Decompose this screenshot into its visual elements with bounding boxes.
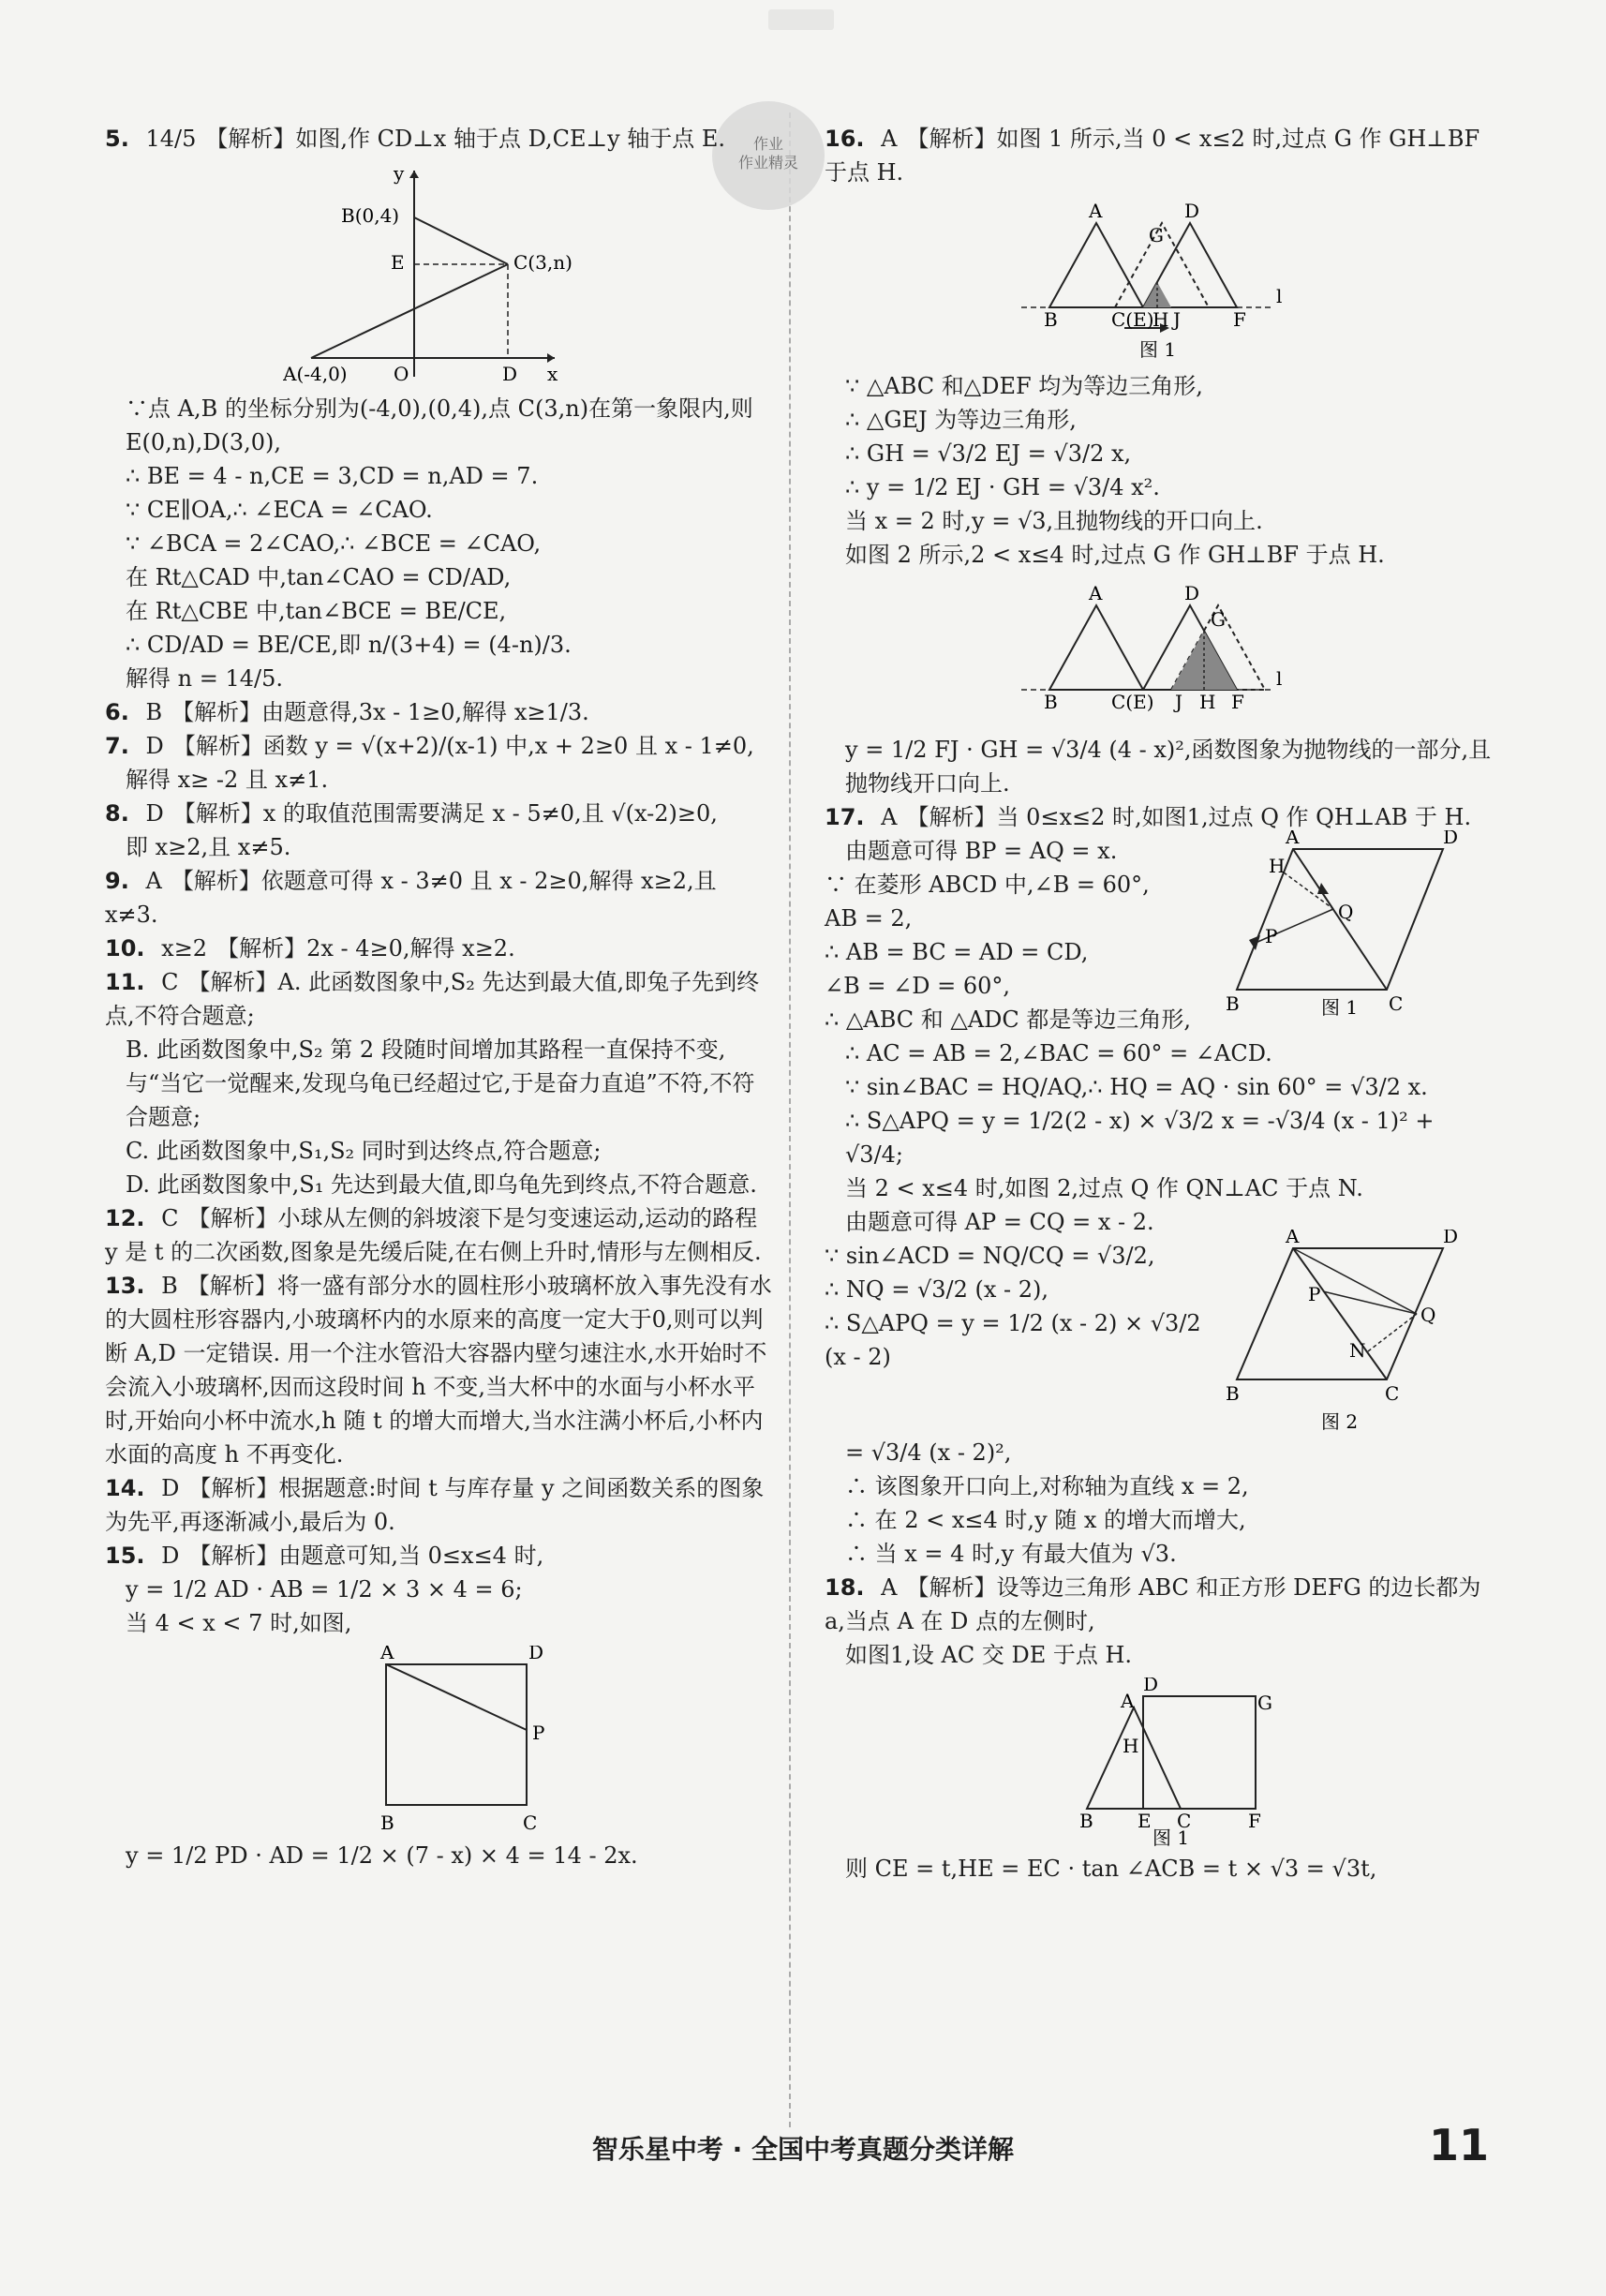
solution-line: y = 1/2 FJ · GH = √3/4 (4 - x)²,函数图象为抛物线的一部分,且抛物线开口向上. [845, 737, 1492, 797]
solution-line: 如图 2 所示,2 < x≤4 时,过点 G 作 GH⊥BF 于点 H. [845, 542, 1385, 568]
solution-line: ∴ CD/AD = BE/CE,即 n/(3+4) = (4-n)/3. [126, 632, 572, 658]
figure-label: A [1121, 1690, 1135, 1712]
solution-line: ∵ CE∥OA,∴ ∠ECA = ∠CAO. [126, 497, 433, 523]
figure-label: E [1138, 1810, 1152, 1832]
figure-square-triangle [1049, 1677, 1293, 1846]
solution-line: ∵ △ABC 和△DEF 均为等边三角形, [845, 373, 1203, 399]
figure-label: G [1149, 224, 1164, 246]
figure-label: H [1199, 691, 1216, 713]
question-number: 15. [105, 1543, 145, 1569]
solution-line: 当 x = 2 时,y = √3,且抛物线的开口向上. [845, 508, 1263, 534]
question-number: 16. [825, 126, 865, 152]
solution-line: C. 此函数图象中,S₁,S₂ 同时到达终点,符合题意; [126, 1138, 602, 1164]
figure-label: B [380, 1811, 394, 1833]
question-answer: A [881, 126, 898, 152]
figure-label: F [1233, 308, 1246, 331]
solution-text: 【解析】依题意可得 x - 3≠0 且 x - 2≥0,解得 x≥2,且 x≠3. [105, 868, 717, 928]
solution-line: ∴ AB = BC = AD = CD, [825, 939, 1089, 965]
figure-label: A [1089, 582, 1103, 604]
figure-triangles-2 [1021, 577, 1302, 727]
figure-label: J [1175, 691, 1183, 713]
solution-text: 【解析】当 0≤x≤2 时,如图1,过点 Q 作 QH⊥AB 于 H. [906, 804, 1472, 830]
figure-label: B [1044, 308, 1058, 331]
question-number: 8. [105, 800, 129, 827]
solution-line: 如图1,设 AC 交 DE 于点 H. [845, 1642, 1133, 1668]
stamp-line: 作业 [752, 135, 783, 153]
figure-label: D [502, 363, 518, 385]
solution-text: 【解析】函数 y = √(x+2)/(x-1) 中,x + 2≥0 且 x - 1≠0, [172, 733, 754, 759]
solution-line: ∴ S△APQ = y = 1/2 (x - 2) × √3/2 (x - 2) [825, 1310, 1209, 1370]
question-answer: A [881, 804, 898, 830]
question-number: 7. [105, 733, 129, 759]
figure-label: 图 1 [1321, 996, 1359, 1018]
right-column [825, 122, 1499, 1886]
solution-line: = √3/4 (x - 2)², [845, 1439, 1012, 1466]
solution-line: ∴ △GEJ 为等边三角形, [845, 407, 1077, 433]
solution-line: ∴ BE = 4 - n,CE = 3,CD = n,AD = 7. [126, 463, 539, 489]
figure-label: J [1173, 308, 1182, 331]
solution-line: ∵ sin∠BAC = HQ/AQ,∴ HQ = AQ · sin 60° = √3/2 x. [845, 1074, 1428, 1100]
figure-label: P [1308, 1283, 1321, 1305]
question-item [105, 1539, 772, 1573]
solution-line: ∵ 在菱形 ABCD 中,∠B = 60°, [825, 872, 1150, 898]
solution-line: ∵点 A,B 的坐标分别为(-4,0),(0,4),点 C(3,n)在第一象限内,则 E(0,n),D(3,0), [126, 395, 761, 455]
question-item [105, 932, 772, 965]
solution-line: 解得 n = 14/5. [126, 665, 283, 692]
stamp-line: 作业精灵 [737, 154, 798, 171]
solution-text: 【解析】根据题意:时间 t 与库存量 y 之间函数关系的图象为先平,再逐渐减小,最后为 0. [105, 1475, 765, 1535]
solution-line: 即 x≥2,且 x≠5. [126, 834, 291, 860]
solution-line: ∴ NQ = √3/2 (x - 2), [825, 1276, 1049, 1303]
question-item [825, 1571, 1499, 1638]
page-number: 11 [1429, 2120, 1490, 2170]
header-mark [768, 9, 834, 30]
figure-label: A(-4,0) [283, 363, 348, 385]
solution-line: 则 CE = t,HE = EC · tan ∠ACB = t × √3 = √3t, [845, 1856, 1377, 1882]
solution-line: ∴ 在 2 < x≤4 时,y 随 x 的增大而增大, [845, 1507, 1246, 1533]
solution-line: ∵ ∠BCA = 2∠CAO,∴ ∠BCE = ∠CAO, [126, 530, 542, 557]
figure-label: H [1152, 308, 1169, 331]
figure-label: D [1443, 830, 1459, 848]
question-answer: D [161, 1543, 180, 1569]
solution-line: 当 2 < x≤4 时,如图 2,过点 Q 作 QN⊥AC 于点 N. [845, 1175, 1363, 1201]
solution-line: 解得 x≥ -2 且 x≠1. [126, 767, 329, 793]
solution-text: 【解析】A. 此函数图象中,S₂ 先达到最大值,即兔子先到终点,不符合题意; [105, 969, 760, 1029]
figure-label: D [1184, 582, 1200, 604]
solution-line: D. 此函数图象中,S₁ 先达到最大值,即乌龟先到终点,不符合题意. [126, 1171, 757, 1198]
figure-label: H [1123, 1735, 1139, 1757]
solution-line: 由题意可得 AP = CQ = x - 2. [845, 1209, 1154, 1235]
question-answer: B [145, 699, 163, 725]
question-item [105, 729, 772, 763]
solution-line: ∴ y = 1/2 EJ · GH = √3/4 x². [845, 474, 1160, 500]
figure-label: C [523, 1811, 538, 1833]
solution-line: ∠B = ∠D = 60°, [825, 973, 1010, 999]
figure-label: B [1044, 691, 1058, 713]
question-answer: B [161, 1273, 178, 1299]
figure-label: G [1211, 608, 1226, 631]
solution-line: AB = 2, [825, 905, 913, 932]
solution-line: ∴ GH = √3/2 EJ = √3/2 x, [845, 440, 1132, 467]
figure-label: l [1276, 667, 1283, 690]
solution-line: 由题意可得 BP = AQ = x. [845, 838, 1118, 864]
question-number: 11. [105, 969, 145, 995]
question-item [105, 1201, 772, 1269]
figure-label: P [1265, 925, 1278, 947]
question-answer: x≥2 [161, 935, 208, 962]
figure-label: C [1177, 1810, 1192, 1832]
figure-label: B(0,4) [341, 204, 400, 227]
figure-rhombus-2 [1218, 1230, 1462, 1436]
question-number: 6. [105, 699, 129, 725]
solution-text: 【解析】将一盛有部分水的圆柱形小玻璃杯放入事先没有水的大圆柱形容器内,小玻璃杯内的水原来的高度一定大于0,则可以判断 A,D 一定错误. 用一个注水管沿大容器内壁匀速注水,水开始时不会流入小玻璃杯,因而这段时间 h 不变,当大杯中的水面与小杯水平时,开始向小杯中流水,h 随 t 的增大而增大,当水注满小杯后,小杯内水面的高度 h 不再变化. [105, 1273, 772, 1468]
figure-coordinate-plane [283, 161, 583, 386]
figure-label: D [528, 1646, 544, 1663]
solution-line: 在 Rt△CAD 中,tan∠CAO = CD/AD, [126, 564, 512, 590]
solution-line: 当 4 < x < 7 时,如图, [126, 1610, 352, 1636]
figure-label: A [1286, 1230, 1300, 1247]
question-number: 13. [105, 1273, 145, 1299]
left-column [105, 122, 772, 1872]
question-item [105, 695, 772, 729]
figure-label: 图 1 [1152, 1826, 1190, 1846]
figure-label: Q [1420, 1304, 1436, 1326]
solution-text: 【解析】x 的取值范围需要满足 x - 5≠0,且 √(x-2)≥0, [172, 800, 718, 827]
solution-line: y = 1/2 AD · AB = 1/2 × 3 × 4 = 6; [126, 1576, 523, 1603]
solution-line: ∴ 该图象开口向上,对称轴为直线 x = 2, [845, 1473, 1249, 1499]
solution-line: ∵ sin∠ACD = NQ/CQ = √3/2, [825, 1243, 1155, 1269]
figure-label: D [1443, 1230, 1459, 1247]
figure-triangles-1 [1021, 195, 1302, 364]
column-divider [789, 112, 791, 2127]
figure-label: O [394, 363, 409, 385]
solution-text: 【解析】由题意得,3x - 1≥0,解得 x≥1/3. [171, 699, 589, 725]
solution-line: 在 Rt△CBE 中,tan∠BCE = BE/CE, [126, 598, 507, 624]
solution-text: 【解析】设等边三角形 ABC 和正方形 DEFG 的边长都为 a,当点 A 在 D 点的左侧时, [825, 1574, 1481, 1634]
solution-text: 【解析】如图 1 所示,当 0 < x≤2 时,过点 G 作 GH⊥BF 于点 H. [825, 126, 1480, 186]
solution-line: ∴ S△APQ = y = 1/2(2 - x) × √3/2 x = -√3/4 (x - 1)² + √3/4; [845, 1108, 1442, 1168]
solution-text: 【解析】如图,作 CD⊥x 轴于点 D,CE⊥y 轴于点 E. [205, 126, 726, 152]
figure-label: Q [1338, 901, 1354, 923]
figure-rhombus-1 [1218, 830, 1462, 1018]
figure-label: C [1385, 1382, 1400, 1405]
figure-label: A [1286, 830, 1300, 848]
figure-label: P [532, 1722, 545, 1744]
figure-label: B [1226, 1382, 1240, 1405]
figure-label: B [1079, 1810, 1093, 1832]
figure-label: E [391, 251, 405, 274]
figure-label: N [1349, 1339, 1366, 1362]
question-answer: A [145, 868, 162, 894]
question-number: 17. [825, 804, 865, 830]
figure-label: F [1231, 691, 1244, 713]
footer-title: 智乐星中考 · 全国中考真题分类详解 [591, 2134, 1015, 2165]
figure-label: x [547, 363, 558, 385]
solution-line: ∴ AC = AB = 2,∠BAC = 60° = ∠ACD. [845, 1040, 1272, 1066]
question-answer: D [161, 1475, 180, 1501]
figure-label: A [380, 1646, 394, 1663]
question-item [105, 122, 772, 156]
question-item [105, 965, 772, 1033]
figure-side-text [825, 1239, 1218, 1436]
question-item [105, 1471, 772, 1539]
question-item [825, 122, 1499, 189]
question-number: 14. [105, 1475, 145, 1501]
figure-label: F [1248, 1810, 1261, 1832]
figure-label: C(E) [1111, 691, 1154, 713]
solution-line: y = 1/2 PD · AD = 1/2 × (7 - x) × 4 = 14 - 2x. [126, 1842, 638, 1869]
solution-line: ∴ 当 x = 4 时,y 有最大值为 √3. [845, 1541, 1177, 1567]
solution-line: ∴ △ABC 和 △ADC 都是等边三角形, [825, 1006, 1192, 1033]
solution-line: B. 此函数图象中,S₂ 第 2 段随时间增加其路程一直保持不变,与“当它一觉醒来,发现乌龟已经超过它,于是奋力直追”不符,不符合题意; [126, 1036, 755, 1130]
figure-label: A [1089, 200, 1103, 222]
figure-side-text [825, 868, 1218, 1036]
figure-label: B [1226, 992, 1240, 1015]
solution-text: 【解析】2x - 4≥0,解得 x≥2. [216, 935, 515, 962]
figure-label: H [1269, 855, 1286, 877]
question-answer: 14/5 [145, 126, 197, 152]
question-item [105, 864, 772, 932]
figure-rectangle-abcd [367, 1646, 555, 1833]
figure-label: C [1389, 992, 1404, 1015]
question-number: 18. [825, 1574, 865, 1601]
question-answer: D [145, 800, 164, 827]
figure-label: D [1143, 1677, 1159, 1695]
question-answer: C [161, 969, 179, 995]
figure-label: y [394, 162, 405, 185]
figure-label: l [1276, 285, 1283, 307]
figure-label: D [1184, 200, 1200, 222]
question-item [825, 800, 1499, 834]
question-answer: D [145, 733, 164, 759]
figure-label: C(3,n) [513, 251, 573, 274]
question-number: 9. [105, 868, 129, 894]
question-number: 12. [105, 1205, 145, 1231]
question-number: 10. [105, 935, 145, 962]
question-answer: A [881, 1574, 898, 1601]
figure-label: G [1257, 1692, 1272, 1714]
question-item [105, 797, 772, 830]
solution-text: 【解析】由题意可知,当 0≤x≤4 时, [188, 1543, 544, 1569]
figure-label: C(E) [1111, 308, 1154, 331]
question-number: 5. [105, 126, 129, 152]
question-answer: C [161, 1205, 179, 1231]
solution-text: 【解析】小球从左侧的斜坡滚下是匀变速运动,运动的路程 y 是 t 的二次函数,图象是先缓后陡,在右侧上升时,情形与左侧相反. [105, 1205, 762, 1265]
figure-label: 图 1 [1139, 338, 1177, 361]
question-item [105, 1269, 772, 1471]
figure-rhombus-2-block [825, 1230, 1499, 1436]
figure-label: 图 2 [1321, 1410, 1359, 1433]
